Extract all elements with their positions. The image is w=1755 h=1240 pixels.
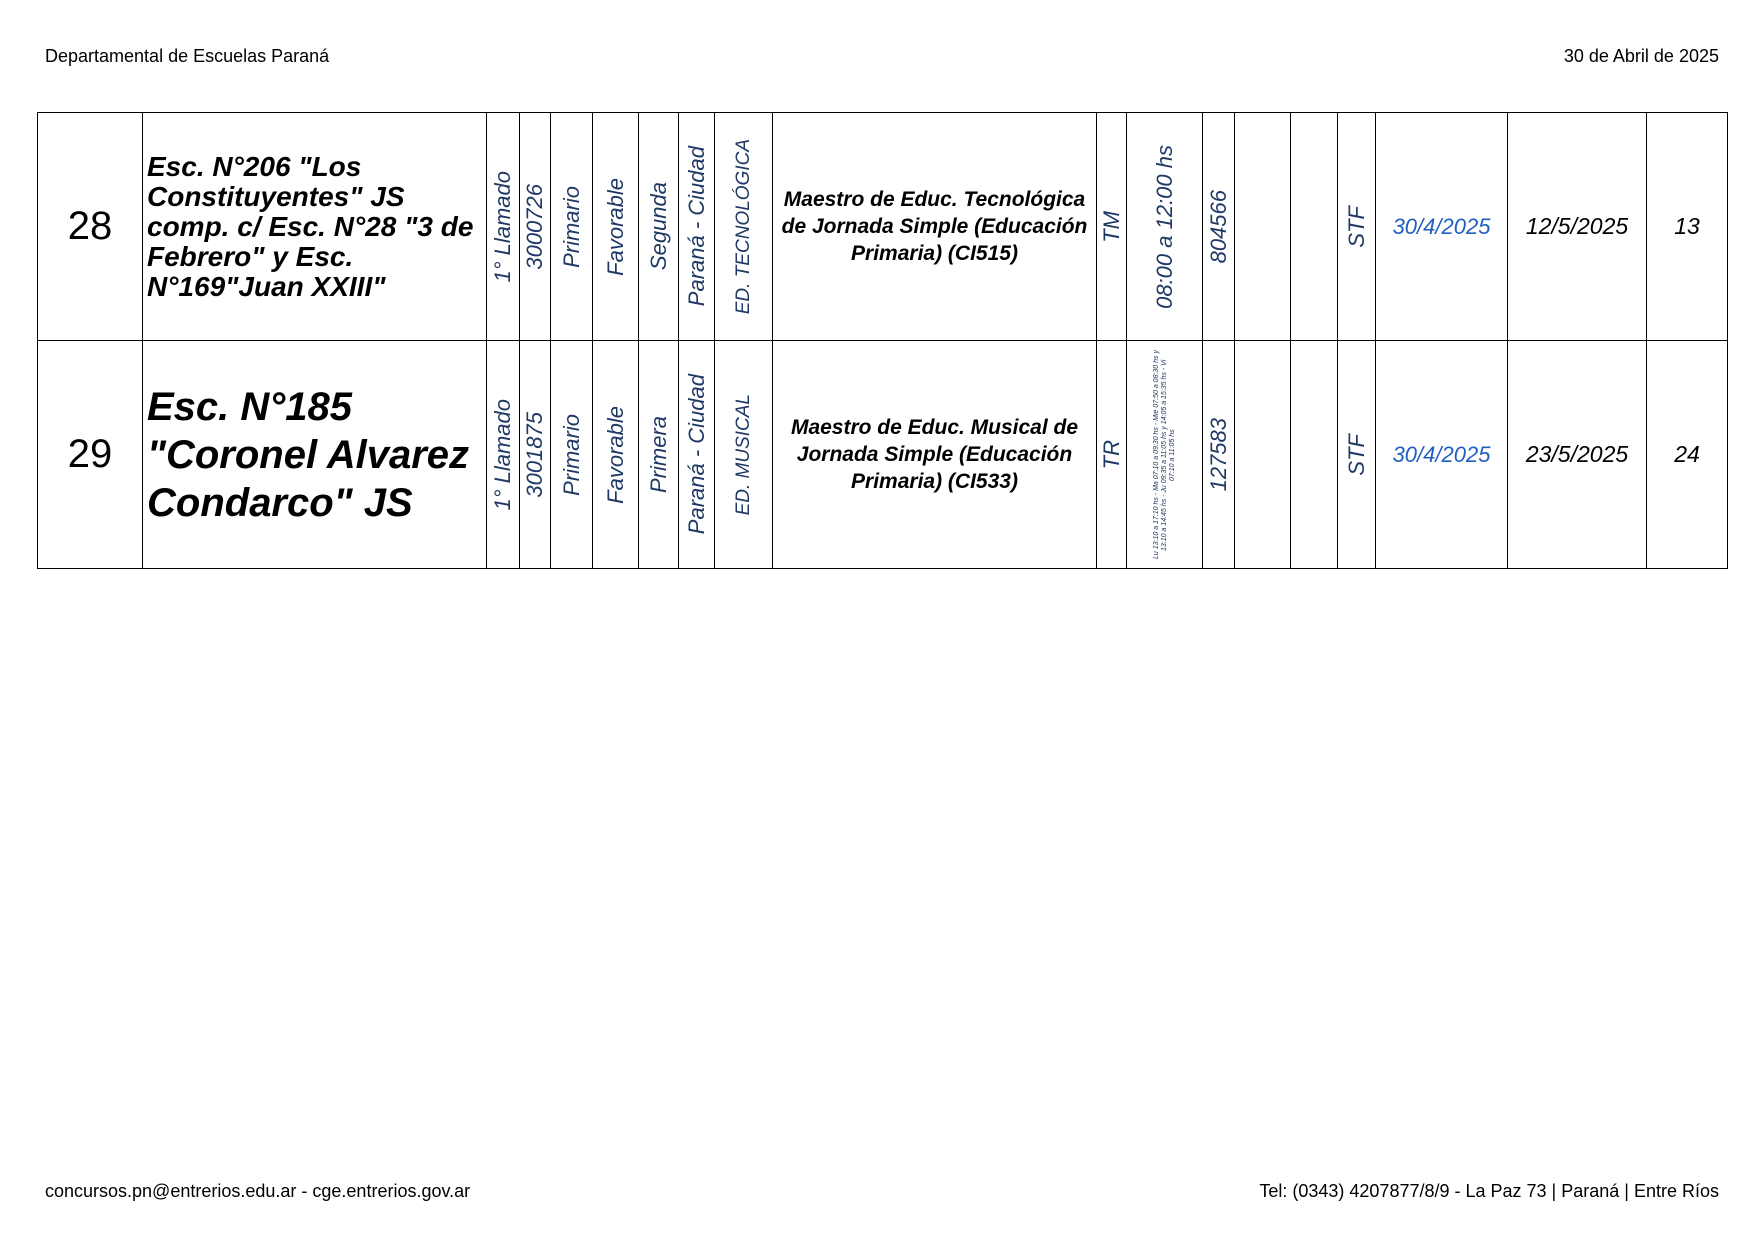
row-number: 29	[38, 341, 143, 569]
end-date: 12/5/2025	[1508, 113, 1647, 341]
school-name: Esc. N°206 "Los Constituyentes" JS comp. c/ Esc. N°28 "3 de Febrero" y Esc. N°169"Juan XXIII"	[143, 113, 487, 341]
schedule-cell	[1127, 113, 1203, 341]
schedule: Lu 13:10 a 17:10 hs - Ma 07:10 a 09:30 hs - Mié 07:50 a 08:30 hs y 13:10 a 14:45 hs - Ju 09:35 a 11:05 hs y 14:05 a 15:35 hs - Vi 07:10 a 11:05 hs	[1152, 350, 1176, 559]
blank-cell-1	[1235, 113, 1291, 341]
position-title: Maestro de Educ. Tecnológica de Jornada Simple (Educación Primaria) (CI515)	[773, 113, 1097, 341]
shift-cell	[1097, 341, 1127, 569]
area-cell	[715, 113, 773, 341]
category: Primera	[645, 415, 671, 493]
publish-date: 30/4/2025	[1376, 113, 1508, 341]
shift: TR	[1098, 439, 1124, 470]
zone: Favorable	[602, 177, 628, 276]
zone-cell	[593, 113, 639, 341]
header-department: Departamental de Escuelas Paraná	[45, 46, 330, 66]
days-count: 13	[1647, 113, 1728, 341]
code-cell	[520, 341, 551, 569]
blank-cell-2	[1291, 341, 1338, 569]
level-cell	[551, 341, 593, 569]
location: Paraná - Ciudad	[683, 374, 709, 535]
area: ED. TECNOLÓGICA	[732, 138, 754, 315]
position-type: STF	[1343, 205, 1369, 248]
days-count: 24	[1647, 341, 1728, 569]
type-cell	[1338, 341, 1376, 569]
location-cell	[679, 113, 715, 341]
llamado-cell	[487, 113, 520, 341]
area: ED. MUSICAL	[732, 393, 754, 516]
table-row	[38, 341, 1728, 569]
blank-cell-2	[1291, 113, 1338, 341]
position-id: 804566	[1205, 189, 1231, 264]
category-cell	[639, 113, 679, 341]
location: Paraná - Ciudad	[683, 146, 709, 307]
llamado: 1° Llamado	[490, 398, 515, 511]
school-name: Esc. N°185 "Coronel Alvarez Condarco" JS	[143, 341, 487, 569]
id-cell	[1203, 341, 1235, 569]
level-cell	[551, 113, 593, 341]
footer-contact-email: concursos.pn@entrerios.edu.ar - cge.entrerios.gov.ar	[45, 1181, 471, 1201]
code-cell	[520, 113, 551, 341]
type-cell	[1338, 113, 1376, 341]
category: Segunda	[645, 182, 671, 271]
end-date: 23/5/2025	[1508, 341, 1647, 569]
position-title: Maestro de Educ. Musical de Jornada Simple (Educación Primaria) (CI533)	[773, 341, 1097, 569]
schedule-cell	[1127, 341, 1203, 569]
level: Primario	[558, 185, 584, 268]
position-type: STF	[1343, 433, 1369, 476]
school-code: 3000726	[522, 183, 547, 270]
level: Primario	[558, 413, 584, 496]
vacancy-table	[37, 112, 1728, 569]
shift: TM	[1098, 210, 1124, 243]
position-id: 127583	[1205, 417, 1231, 492]
area-cell	[715, 341, 773, 569]
zone-cell	[593, 341, 639, 569]
shift-cell	[1097, 113, 1127, 341]
school-code: 3001875	[522, 411, 547, 498]
location-cell	[679, 341, 715, 569]
llamado-cell	[487, 341, 520, 569]
llamado: 1° Llamado	[490, 170, 515, 283]
table-row	[38, 113, 1728, 341]
zone: Favorable	[602, 405, 628, 504]
blank-cell-1	[1235, 341, 1291, 569]
schedule: 08:00 a 12:00 hs	[1151, 144, 1177, 309]
category-cell	[639, 341, 679, 569]
publish-date: 30/4/2025	[1376, 341, 1508, 569]
header-date: 30 de Abril de 2025	[1563, 46, 1719, 66]
id-cell	[1203, 113, 1235, 341]
footer-contact-phone: Tel: (0343) 4207877/8/9 - La Paz 73 | Paraná | Entre Ríos	[1259, 1181, 1719, 1201]
row-number: 28	[38, 113, 143, 341]
